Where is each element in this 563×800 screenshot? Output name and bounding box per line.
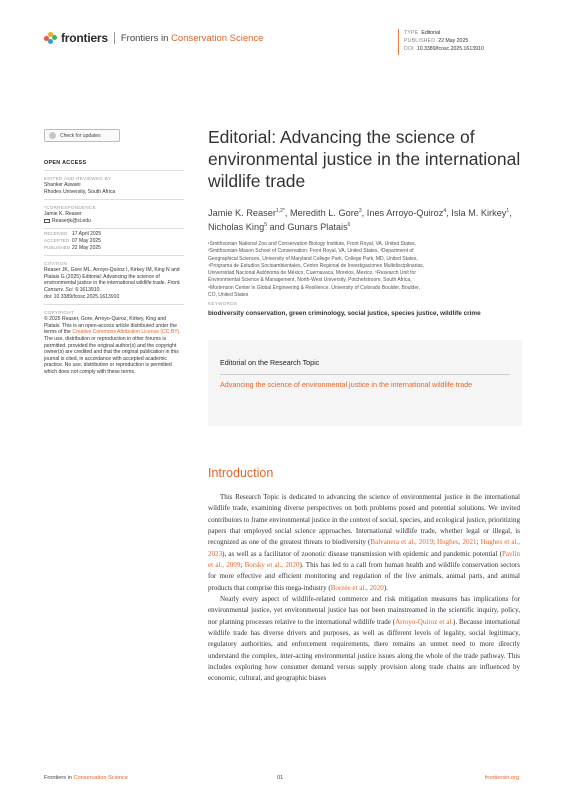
meta-type: TYPE Editorial <box>404 30 441 36</box>
update-icon <box>49 132 56 139</box>
affiliation-line: CO, United States <box>208 292 249 299</box>
author-affiliation-marker: 1 <box>506 207 510 214</box>
sidebar-divider <box>44 170 184 171</box>
author-name[interactable]: Meredith L. Gore <box>289 208 359 218</box>
author-list: Jamie K. Reaser$^{1,2*}$, Meredith L. Gore$^3$, Ines Arroyo-Quiroz$^4$, Isla M. Kirkey$^1$, Nicholas King$^5$ and Gunars Platais$^6$ <box>208 207 512 232</box>
citation-link[interactable]: Borzée et al., 2020 <box>330 583 384 592</box>
body-text: ). <box>383 583 388 592</box>
body-text: ). This has led to a call from human health and wildlife conservation sectors for more effective and efficient monitoring and regulation of the live animals, animal parts, and animal products that comprise this mega-industry ( <box>208 560 521 592</box>
body-paragraph <box>208 492 520 594</box>
body-text: ), as well as a facilitator of zoonotic disease transmission with epidemic and pandemic potential ( <box>222 549 502 558</box>
footer-site-link[interactable]: frontiersin.org <box>484 775 519 781</box>
citation-link[interactable]: Hughes et al., 2023 <box>208 538 520 558</box>
keywords: biodiversity conservation, green criminology, social justice, species justice, wildlife crime <box>208 310 481 317</box>
article-title: Editorial: Advancing the science of environmental justice in the international wildlife trade <box>208 127 521 191</box>
research-topic-heading: Editorial on the Research Topic <box>220 358 320 367</box>
citation-link[interactable]: Arroyo-Quiroz et al. <box>395 617 454 626</box>
author-name[interactable]: Ines Arroyo-Quiroz <box>366 208 444 218</box>
author-name[interactable]: Gunars Platais <box>287 221 348 232</box>
page-footer <box>44 775 519 785</box>
body-text: ; <box>240 560 245 569</box>
author-name[interactable]: Jamie K. Reaser <box>208 208 276 218</box>
research-topic-box <box>208 340 522 426</box>
editor-affiliation: Rhodes University, South Africa <box>44 188 116 195</box>
body-text: ). Because international wildlife trade has diverse drivers and purposes, as well as different levels of legality, social legitimacy, regulatory authorities, and enforcement requirements, there remains an unmet need to more directly understand the complex, inter-acting environmental justice issues along the whole of the trade pathway. This includes exploring how consumer demand versus supply provision along trade chains are influenced by economic, cultural, and geographic biases <box>208 617 520 683</box>
affiliations <box>208 241 526 299</box>
research-topic-divider <box>220 374 510 375</box>
copyright-text: © 2025 Reaser, Gore, Arroyo-Quiroz, Kirkey, King and Platais. This is an open-access article distributed under the terms of the Creative Commons Attribution License (CC BY). The use, distribution or reproduction in other forums is permitted, provided the original author(s) and the copyright owner(s) are credited and that the original publication in this journal is cited, in accordance with accepted academic practice. No use, distribution or reproduction is permitted which does not comply with these terms. <box>44 316 181 375</box>
author-affiliation-marker: 3 <box>358 207 362 214</box>
check-updates-label: Check for updates <box>60 132 101 139</box>
sidebar-divider <box>44 255 184 256</box>
citation-link[interactable]: Balvanera et al., 2019 <box>370 538 433 547</box>
footer-journal: Frontiers in Conservation Science <box>44 775 128 781</box>
article-body <box>208 492 520 685</box>
edited-by-label: EDITED AND REVIEWED BY <box>44 176 112 181</box>
check-for-updates-button[interactable] <box>44 129 120 142</box>
affiliation-line: ⁶Mortenson Center in Global Engineering & Resilience, University of Colorado Boulder, Boulder, <box>208 284 420 291</box>
sidebar-divider <box>44 228 184 229</box>
author-name[interactable]: Nicholas King <box>208 221 265 232</box>
meta-published: PUBLISHED 22 May 2025 <box>404 38 469 44</box>
sidebar-divider <box>44 199 184 200</box>
affiliation-line: Universidad Nacional Autónoma de México, Cuernavaca, Morelos, Mexico, ⁵Research Unit for <box>208 270 417 277</box>
correspondence-name: Jamie K. Reaser <box>44 211 82 218</box>
date-received: RECEIVED 17 April 2025 <box>44 231 102 238</box>
author-affiliation-marker: 4 <box>443 207 447 214</box>
date-published: PUBLISHED 22 May 2025 <box>44 244 101 251</box>
frontiers-logo[interactable] <box>44 31 263 45</box>
author-affiliation-marker: 5 <box>264 221 267 228</box>
logo-text: frontiers <box>61 31 108 45</box>
author-name[interactable]: Isla M. Kirkey <box>451 208 507 218</box>
citation-link[interactable]: Borsky et al., 2020 <box>244 560 300 569</box>
citation-link[interactable]: Pavlin et al., 2009 <box>208 549 520 569</box>
citation-label: CITATION <box>44 261 68 267</box>
page-number: 01 <box>277 775 284 781</box>
body-paragraph <box>208 594 520 685</box>
body-text: This Research Topic is dedicated to advancing the science of environmental justice in the international wildlife trade, examining diverse perspectives on both problems posed and potential solutions. We invited contributors to frame environmental justice in the context of social, species, and ecological justice, prioritizing papers that employed social science approaches. International wildlife trade, whether legal or illegal, is recognized as one of the greatest threats to biodiversity ( <box>208 493 520 547</box>
logo-divider <box>114 32 115 44</box>
author-affiliation-marker: 1,2* <box>275 207 285 214</box>
copyright-label: COPYRIGHT <box>44 310 75 316</box>
article-meta <box>404 29 554 53</box>
correspondence-label: *CORRESPONDENCE <box>44 205 96 211</box>
correspondence-email[interactable]: Reaserjk@si.edu <box>52 217 91 224</box>
affiliation-line: Environmental Science & Management, North-West University, Potchefstroom, South Africa, <box>208 277 412 284</box>
envelope-icon <box>44 219 50 224</box>
article-sidebar <box>44 160 184 375</box>
citation-link[interactable]: Hughes, 2021 <box>437 538 477 547</box>
frontiers-logo-icon <box>44 31 58 45</box>
introduction-heading: Introduction <box>208 466 274 480</box>
meta-divider <box>398 29 399 55</box>
affiliation-line: ²Smithsonian-Mason School of Conservation, Front Royal, VA, United States, ³Department of <box>208 248 414 255</box>
research-topic-link[interactable]: Advancing the science of environmental justice in the international wildlife trade <box>220 380 473 389</box>
body-text: Nearly every aspect of wildlife-related commerce and risk mitigation measures has implications for environmental justice, yet environmental justice has not been mainstreamed in the scientific inquiry, policy, nor planning processes relative to the international wildlife trade ( <box>208 594 520 626</box>
author-affiliation-marker: 6 <box>347 221 351 228</box>
date-accepted: ACCEPTED 07 May 2025 <box>44 237 101 244</box>
open-access-label: OPEN ACCESS <box>44 160 87 166</box>
editor-name: Shanker Aswani <box>44 182 81 188</box>
journal-name[interactable]: Frontiers in Conservation Science <box>120 32 264 44</box>
body-text: ; <box>433 538 438 547</box>
meta-doi[interactable]: DOI 10.3389/fcosc.2025.1613910 <box>404 46 484 52</box>
license-link[interactable]: Creative Commons Attribution License (CC BY). <box>72 329 181 336</box>
correspondence-email-row[interactable] <box>44 218 184 225</box>
body-text: ; <box>476 538 481 547</box>
keywords-label: KEYWORDS <box>208 301 238 306</box>
affiliation-line: ⁴Programa de Estudios Socioambientales, Centro Regional de Investigaciones Multidisciplinarias, <box>208 262 425 269</box>
sidebar-divider <box>44 304 184 305</box>
citation-text: Reaser JK, Gore ML, Arroyo-Quiroz I, Kirkey IM, King N and Platais G (2025) Editorial: Advancing the science of environmental justice in the international wildlife trade. Front. Conserv. Sci. 6:1613910. doi: 10.3389/fcosc.2025.1613910 <box>44 267 181 300</box>
affiliation-line: ¹Smithsonian National Zoo and Conservation Biology Institute, Front Royal, VA, United States, <box>208 241 417 247</box>
affiliation-line: Geographical Sciences, University of Maryland College Park, College Park, MD, United States, <box>208 255 418 262</box>
